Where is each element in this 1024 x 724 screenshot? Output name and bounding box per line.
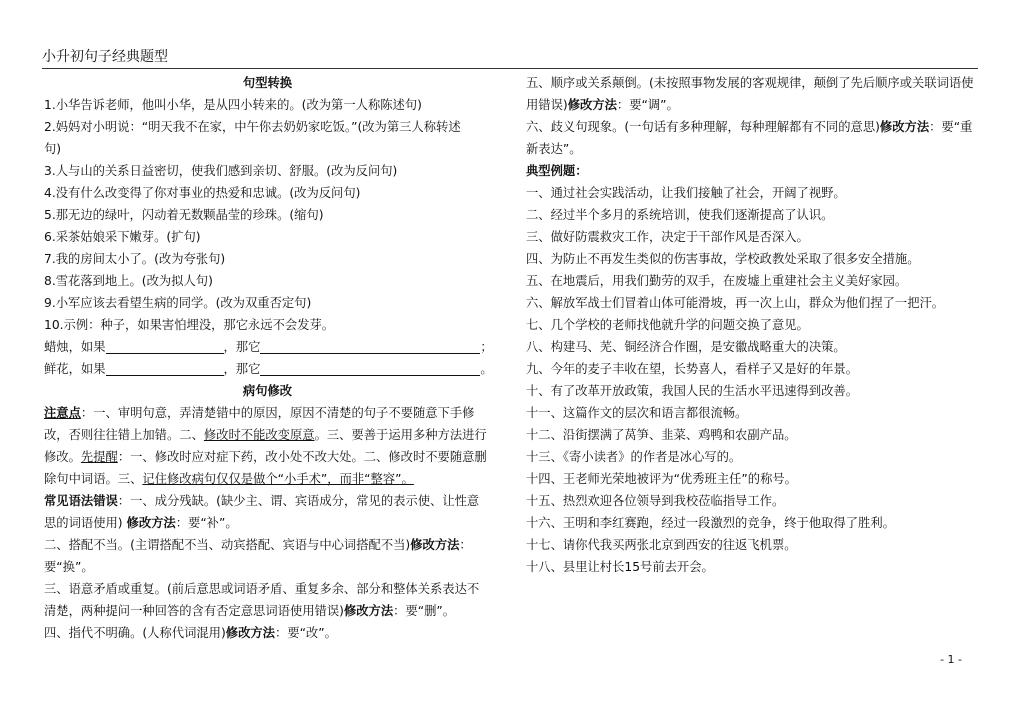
grammar-error-3: 三、语意矛盾或重复。(前后意思或词语矛盾、重复多余、部分和整体关系表达不清楚，两种提问一种回答的含有否定意思词语使用错误)修改方法：要“删”。: [44, 582, 480, 618]
right-column: [526, 72, 976, 578]
exercise-line: 10.示例：种子，如果害怕埋没，那它永远不会发芽。: [44, 318, 335, 332]
left-column: [44, 72, 491, 644]
section-title-sentence-conversion: 句型转换: [242, 76, 293, 90]
answer-blank[interactable]: [260, 339, 480, 354]
example-item: 五、在地震后，用我们勤劳的双手，在废墟上重建社会主义美好家园。: [526, 274, 908, 288]
example-item: 十一、这篇作文的层次和语言都很流畅。: [526, 406, 748, 420]
grammar-error-5: 五、顺序或关系颠倒。(未按照事物发展的客观规律，颠倒了先后顺序或关联词语使用错误)修改方法：要“调”。: [526, 76, 974, 112]
exercise-line: 2.妈妈对小明说：“明天我不在家，中午你去奶奶家吃饭。”(改为第三人称转述: [44, 120, 461, 134]
example-item: 十六、王明和李红赛跑，经过一段激烈的竞争，终于他取得了胜利。: [526, 516, 895, 530]
fill-in-line-candle: 蜡烛，如果 ，那它 ；: [44, 340, 493, 354]
example-item: 十五、热烈欢迎各位领导到我校莅临指导工作。: [526, 494, 785, 508]
example-item: 八、构建马、芜、铜经济合作圈，是安徽战略重大的决策。: [526, 340, 846, 354]
exercise-line: 4.没有什么改变得了你对事业的热爱和忠诚。(改为反问句): [44, 186, 361, 200]
grammar-error-1: 常见语法错误：一、成分残缺。(缺少主、谓、宾语成分，常见的表示使、让性意思的词语使用) 修改方法：要“补”。: [44, 494, 480, 530]
answer-blank[interactable]: [106, 339, 224, 354]
answer-blank[interactable]: [260, 361, 480, 376]
example-item: 二、经过半个多月的系统培训，使我们逐渐提高了认识。: [526, 208, 834, 222]
header-rule: [42, 68, 978, 69]
exercise-line: 5.那无边的绿叶，闪动着无数颗晶莹的珍珠。(缩句): [44, 208, 324, 222]
example-item: 十七、请你代我买两张北京到西安的往返飞机票。: [526, 538, 797, 552]
example-item: 十二、沿街摆满了莴笋、韭菜、鸡鸭和农副产品。: [526, 428, 797, 442]
example-item: 十、有了改革开放政策，我国人民的生活水平迅速得到改善。: [526, 384, 859, 398]
exercise-line: 3.人与山的关系日益密切，使我们感到亲切、舒服。(改为反问句): [44, 164, 398, 178]
exercise-line: 句): [44, 142, 62, 156]
document-header-title: 小升初句子经典题型: [42, 49, 168, 65]
example-item: 十四、王老师光荣地被评为“优秀班主任”的称号。: [526, 472, 797, 486]
example-item: 十八、县里让村长15号前去开会。: [526, 560, 714, 574]
page-number: - 1 -: [940, 653, 962, 666]
exercise-line: 1.小华告诉老师，他叫小华，是从四小转来的。(改为第一人称陈述句): [44, 98, 422, 112]
example-item: 九、今年的麦子丰收在望，长势喜人，看样子又是好的年景。: [526, 362, 859, 376]
example-item: 十三、《寄小读者》的作者是冰心写的。: [526, 450, 742, 464]
exercise-line: 6.采茶姑娘采下嫩芽。(扩句): [44, 230, 201, 244]
examples-title: 典型例题：: [526, 164, 588, 178]
notes-paragraph: 注意点：一、审明句意，弄清楚错中的原因，原因不清楚的句子不要随意下手修改，否则往往错上加错。二、修改时不能改变原意。三、要善于运用多种方法进行修改。先提醒：一、修改时应对症下药，改小处不改大处。二、修改时不要随意删除句中词语。三、记住修改病句仅仅是做个“小手术”，而非“整容”。: [44, 406, 487, 486]
section-title-sentence-correction: 病句修改: [242, 384, 293, 398]
answer-blank[interactable]: [106, 361, 224, 376]
example-item: 三、做好防震救灾工作，决定于干部作风是否深入。: [526, 230, 809, 244]
grammar-error-2: 二、搭配不当。(主谓搭配不当、动宾搭配、宾语与中心词搭配不当)修改方法：要“换”。: [44, 538, 472, 574]
example-item: 七、几个学校的老师找他就升学的问题交换了意见。: [526, 318, 809, 332]
exercise-line: 9.小军应该去看望生病的同学。(改为双重否定句): [44, 296, 312, 310]
exercise-line: 8.雪花落到地上。(改为拟人句): [44, 274, 213, 288]
grammar-error-6: 六、歧义句现象。(一句话有多种理解，每种理解都有不同的意思)修改方法：要“重新表达”。: [526, 120, 973, 156]
example-item: 四、为防止不再发生类似的伤害事故，学校政教处采取了很多安全措施。: [526, 252, 920, 266]
example-item: 一、通过社会实践活动，让我们接触了社会，开阔了视野。: [526, 186, 846, 200]
fill-in-line-flower: 鲜花，如果 ，那它 。: [44, 362, 493, 376]
grammar-error-4: 四、指代不明确。(人称代词混用)修改方法：要“改”。: [44, 626, 337, 640]
exercise-line: 7.我的房间太小了。(改为夸张句): [44, 252, 226, 266]
example-item: 六、解放军战士们冒着山体可能滑坡，再一次上山，群众为他们捏了一把汗。: [526, 296, 945, 310]
